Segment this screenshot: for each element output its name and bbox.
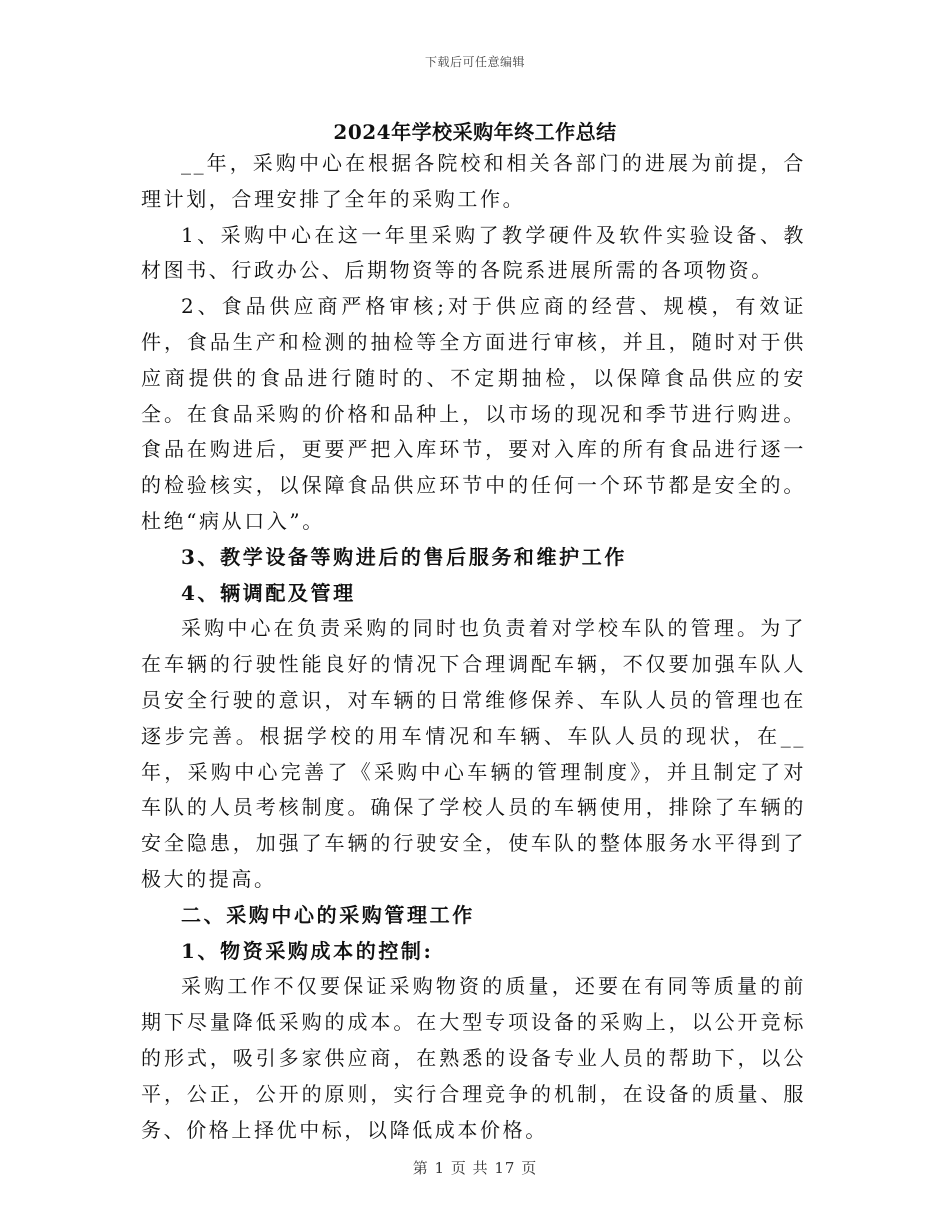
cost-control-paragraph: 采购工作不仅要保证采购物资的质量，还要在有同等质量的前期下尽量降低采购的成本。在大型专项设备的采购上，以公开竞标的形式，吸引多家供应商，在熟悉的设备专业人员的帮助下，以公平，公正，公开的原则，实行合理竞争的机制，在设备的质量、服务、价格上择优中标，以降低成本价格。: [141, 974, 806, 1142]
item-3-heading: 3、教学设备等购进后的售后服务和维护工作: [181, 544, 627, 569]
document-title: 2024年学校采购年终工作总结: [333, 120, 617, 144]
document-body: [141, 146, 806, 1148]
vehicle-management-paragraph: 采购中心在负责采购的同时也负责着对学校车队的管理。为了在车辆的行驶性能良好的情况下合理调配车辆，不仅要加强车队人员安全行驶的意识，对车辆的日常维修保养、车队人员的管理也在逐步完善。根据学校的用车情况和车辆、车队人员的现状，在__年，采购中心完善了《采购中心车辆的管理制度》，并且制定了对车队的人员考核制度。确保了学校人员的车辆使用，排除了车辆的安全隐患，加强了车辆的行驶安全，使车队的整体服务水平得到了极大的提高。: [141, 616, 806, 891]
item-2-paragraph: 2、食品供应商严格审核;对于供应商的经营、规模，有效证件，食品生产和检测的抽检等全方面进行审核，并且，随时对于供应商提供的食品进行随时的、不定期抽检，以保障食品供应的安全。在食品采购的价格和品种上，以市场的现况和季节进行购进。食品在购进后，更要严把入库环节，要对入库的所有食品进行逐一的检验核实，以保障食品供应环节中的任何一个环节都是安全的。杜绝“病从口入”。: [141, 294, 806, 533]
cost-control-heading: 1、物资采购成本的控制:: [181, 938, 434, 963]
item-1-paragraph: 1、采购中心在这一年里采购了教学硬件及软件实验设备、教材图书、行政办公、后期物资等的各院系进展所需的各项物资。: [141, 222, 806, 283]
page-header-note: 下载后可任意编辑: [424, 55, 525, 69]
section-2-heading: 二、采购中心的采购管理工作: [181, 902, 475, 927]
page-number-footer: 第 1 页 共 17 页: [412, 1159, 538, 1177]
item-4-heading: 4、辆调配及管理: [181, 580, 356, 605]
intro-paragraph: __年，采购中心在根据各院校和相关各部门的进展为前提，合理计划，合理安排了全年的采购工作。: [141, 151, 806, 211]
